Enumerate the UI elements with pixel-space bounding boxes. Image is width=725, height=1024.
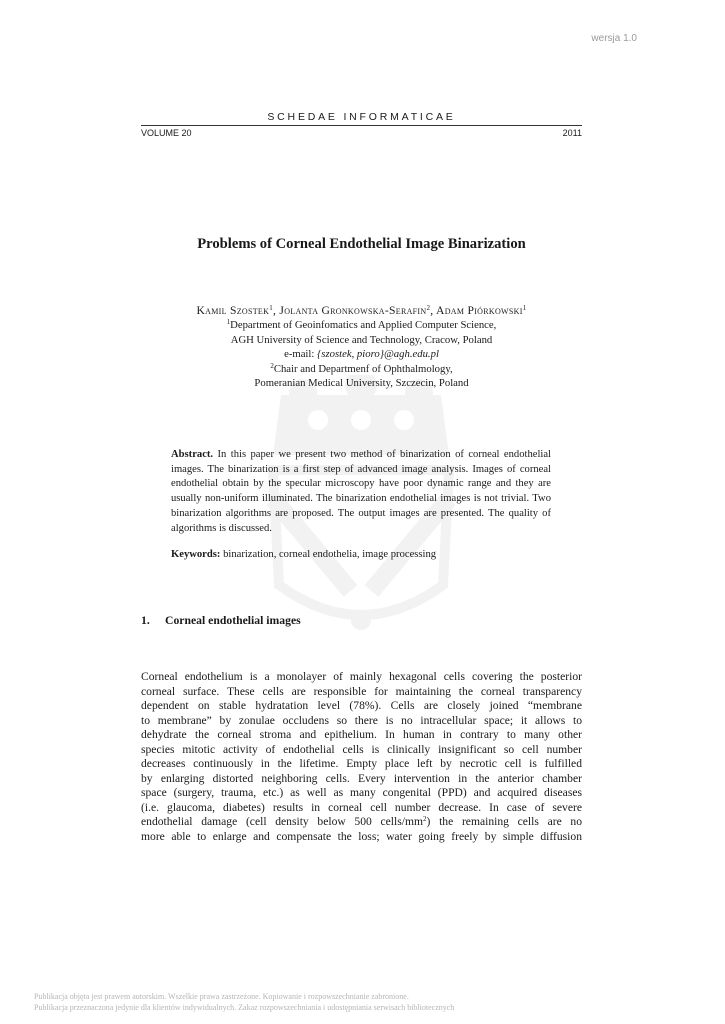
affiliation-text: Chair and Departmenf of Ophthalmology, [273,362,453,375]
body-line: to membrane” by zonulae occludens so there is no intracellular space; it allows to [141,713,582,727]
body-line: dependent on stable hydratation level (78%). Cells are closely joined “membrane [141,699,582,713]
body-line: by enlarging distorted neighboring cells. Every intervention in the anterior chamber [141,771,582,785]
abstract-text: In this paper we present two method of binarization of corneal endothelial images. The binarization is a first step of advanced image analysis. Images of corneal endothelial obtain by the specular microscopy have poor dynamic range and they are usually non-uniform illuminated. The binarization endothelial images is not trivial. Two binarization algorithms are proposed. The output images are presented. The quality of algorithms is discussed. [171,449,551,534]
body-line: corneal surface. These cells are responsible for maintaining the corneal transparency [141,684,582,698]
section-title: Corneal endothelial images [165,614,301,627]
affiliation-2-line1 [141,362,582,377]
author-name: Jolanta Gronkowska-Serafin [279,304,427,317]
journal-name: SCHEDAE INFORMATICAE [267,111,456,123]
body-text-fragment: ) the remaining cells are no [426,815,583,829]
author-affiliation-mark: 2 [426,304,431,312]
abstract [171,448,551,536]
paper-title: Problems of Corneal Endothelial Image Binarization [197,236,526,252]
section-number: 1. [141,614,150,627]
body-line: decreases continuously in the lifetime. Empty place left by necrotic cell is fulfilled [141,757,582,771]
author-affiliation-mark: 1 [269,304,274,312]
body-line [141,815,582,830]
affiliation-1-line2: AGH University of Science and Technology, Cracow, Poland [230,333,493,346]
affiliation-1-line1 [141,318,582,333]
email-address: {szostek, pioro}@agh.edu.pl [317,348,439,361]
body-line: more able to enlarge and compensate the loss; water going freely by simple diffusion [141,830,582,844]
email-prefix: e-mail: [284,348,318,361]
year-label: 2011 [562,128,582,138]
keywords-text: binarization, corneal endothelia, image processing [223,549,437,560]
footer-line: Publikacja przeznaczona jedynie dla klientów indywidualnych. Zakaz rozpowszechniania i udostępniania serwisach bibliotecznych [34,1002,455,1012]
body-line: Corneal endothelium is a monolayer of mainly hexagonal cells covering the posterior [141,670,582,683]
header-rule [141,125,582,126]
author-list: Kamil Szostek$^1$, Jolanta Gronkowska-Serafin$^2$, Adam Piórkowski$^1$ [196,304,527,317]
affiliations [141,318,582,391]
author-affiliation-mark: 1 [522,304,527,312]
copyright-footer [34,992,454,1013]
affiliation-text: Department of Geoinfomatics and Applied Computer Science, [230,319,497,331]
body-line: species mitotic activity of endothelial cells is clinically insignificant so cell number [141,742,582,756]
email-line [141,347,582,362]
body-line: dehydrate the corneal stroma and epithelium. In human in contrary to many other [141,728,582,742]
body-text-fragment: endothelial damage (cell density below 500 cells/mm [141,815,424,829]
section-heading [141,614,301,627]
body-line: space (surgery, trauma, etc.) as well as many congenital (PPD) and acquired diseases [141,786,582,800]
body-line: (i.e. glaucoma, diabetes) results in corneal cell number decrease. In case of severe [141,800,582,814]
affiliation-mark: 1 [226,318,231,326]
keywords-label: Keywords: [171,549,221,560]
affiliation-2-line2: Pomeranian Medical University, Szczecin, Poland [254,377,469,390]
affiliation-mark: 2 [270,361,274,370]
body-text [141,670,582,845]
keywords [171,549,551,560]
author-name: Adam Piórkowski [436,304,523,317]
abstract-label: Abstract. [171,449,214,460]
footer-line: Publikacja objęta jest prawem autorskim. Wszelkie prawa zastrzeżone. Kopiowanie i rozpowszechnianie zabronione. [34,992,409,1001]
superscript: 2 [423,815,427,824]
version-label: wersja 1.0 [591,33,637,44]
author-name: Kamil Szostek [196,304,270,317]
volume-label: VOLUME 20 [141,128,192,138]
